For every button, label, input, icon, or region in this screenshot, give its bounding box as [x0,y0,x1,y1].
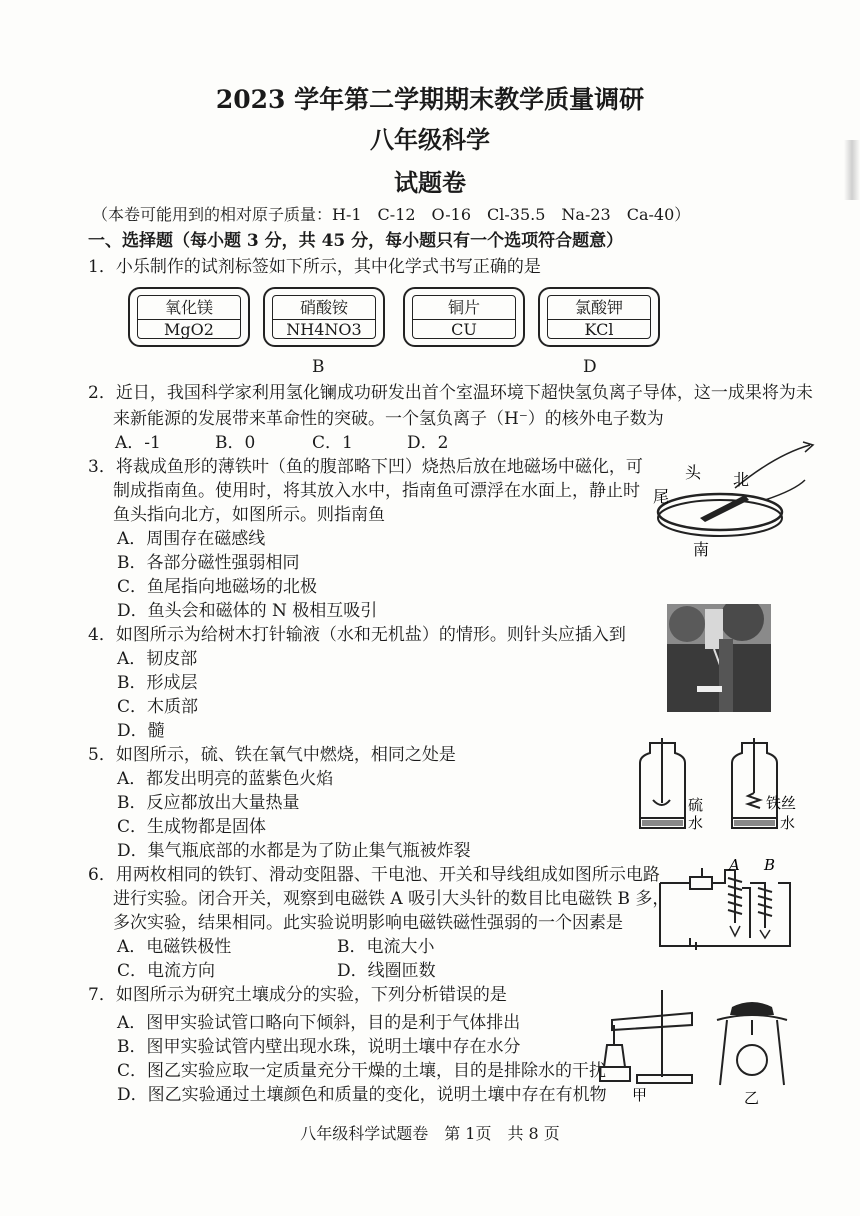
q4-option-b: B．形成层 [117,673,198,693]
q7-option-c: C．图乙实验应取一定质量充分干燥的土壤，目的是排除水的干扰 [117,1061,607,1081]
q6-line1: 6．用两枚相同的铁钉、滑动变阻器、干电池、开关和导线组成如图所示电路 [88,865,660,885]
q2-option-d: D．2 [407,433,449,453]
electromagnet-circuit-figure [650,858,800,958]
exam-subject: 八年级科学 [370,125,490,154]
q2-line1: 2．近日，我国科学家利用氢化镧成功研发出首个室温环境下超快氢负离子导体，这一成果将为未 [88,383,813,403]
q2-line2: 来新能源的发展带来革命性的突破。一个氢负离子（H⁻）的核外电子数为 [113,409,664,429]
q2-option-a: A．-1 [115,433,161,453]
fig-water-label-right: 水 [780,814,796,832]
reagent-label: 硝酸铵 NH4NO3 [263,287,385,347]
fig-water-label-left: 水 [688,814,704,832]
q6-option-b: B．电流大小 [337,937,435,957]
reagent-label: 氯酸钾 KCl [538,287,660,347]
q3-line2: 制成指南鱼。使用时，将其放入水中，指南鱼可漂浮在水面上，静止时 [113,481,640,501]
fig-jia-label: 甲 [632,1086,648,1104]
atomic-mass-note: （本卷可能用到的相对原子质量：H-1 C-12 O-16 Cl-35.5 Na-23 Ca-40） [92,205,691,224]
q5-option-c: C．生成物都是固体 [117,817,267,837]
q3-line3: 鱼头指向北方，如图所示。则指南鱼 [113,505,385,525]
q4-option-c: C．木质部 [117,697,199,717]
exam-title: 2023 学年第二学期期末教学质量调研 [215,85,645,114]
q3-option-c: C．鱼尾指向地磁场的北极 [117,577,318,597]
tree-infusion-photo [667,604,771,712]
q3-option-a: A．周围存在磁感线 [117,529,266,549]
q2-option-b: B．0 [215,433,256,453]
q5-option-b: B．反应都放出大量热量 [117,793,300,813]
section-heading: 一、选择题（每小题 3 分，共 45 分，每小题只有一个选项符合题意） [88,231,624,251]
exam-paper-type: 试题卷 [394,168,466,197]
fig-magnet-b-label: B [764,858,776,874]
q6-option-d: D．线圈匝数 [337,961,436,981]
soil-experiment-figure [592,985,812,1105]
q1-stem: 1．小乐制作的试剂标签如下所示，其中化学式书写正确的是 [88,257,541,277]
q6-option-c: C．电流方向 [117,961,216,981]
q7-option-b: B．图甲实验试管内壁出现水珠，说明土壤中存在水分 [117,1037,521,1057]
page-footer: 八年级科学试题卷 第 1页 共 8 页 [300,1124,560,1143]
q1-letter-d: D [583,357,597,377]
fig-iron-wire-label: 铁丝 [766,794,797,812]
q6-line2: 进行实验。闭合开关，观察到电磁铁 A 吸引大头针的数目比电磁铁 B 多， [113,889,670,909]
combustion-jars-figure [620,738,820,838]
fig-north-label: 北 [733,470,750,489]
q5-stem: 5．如图所示，硫、铁在氧气中燃烧，相同之处是 [88,745,456,765]
reagent-label: 铜片 CU [403,287,525,347]
q5-option-d: D．集气瓶底部的水都是为了防止集气瓶被炸裂 [117,841,471,861]
q7-stem: 7．如图所示为研究土壤成分的实验，下列分析错误的是 [88,985,507,1005]
q4-stem: 4．如图所示为给树木打针输液（水和无机盐）的情形。则针头应插入到 [88,625,626,645]
fig-yi-label: 乙 [744,1089,760,1105]
fig-sulfur-label: 硫 [688,796,704,814]
q5-option-a: A．都发出明亮的蓝紫色火焰 [117,769,334,789]
reagent-label: 氧化镁 MgO2 [128,287,250,347]
q7-option-d: D．图乙实验通过土壤颜色和质量的变化，说明土壤中存在有机物 [117,1085,607,1105]
q6-line3: 多次实验，结果相同。此实验说明影响电磁铁磁性强弱的一个因素是 [113,913,623,933]
q3-option-b: B．各部分磁性强弱相同 [117,553,300,573]
fig-south-label: 南 [693,540,710,559]
q4-option-a: A．韧皮部 [117,649,198,669]
fig-magnet-a-label: A [729,858,740,874]
fig-head-label: 头 [685,463,702,482]
fig-tail-label: 尾 [653,487,670,506]
q3-option-d: D．鱼头会和磁体的 N 极相互吸引 [117,601,378,621]
q7-option-a: A．图甲实验试管口略向下倾斜，目的是利于气体排出 [117,1013,521,1033]
q3-line1: 3．将裁成鱼形的薄铁叶（鱼的腹部略下凹）烧热后放在地磁场中磁化，可 [88,457,643,477]
south-fish-figure [645,440,820,565]
q2-option-c: C．1 [312,433,353,453]
q4-option-d: D．髓 [117,721,165,741]
q1-letter-b: B [312,357,325,377]
q6-option-a: A．电磁铁极性 [117,937,232,957]
